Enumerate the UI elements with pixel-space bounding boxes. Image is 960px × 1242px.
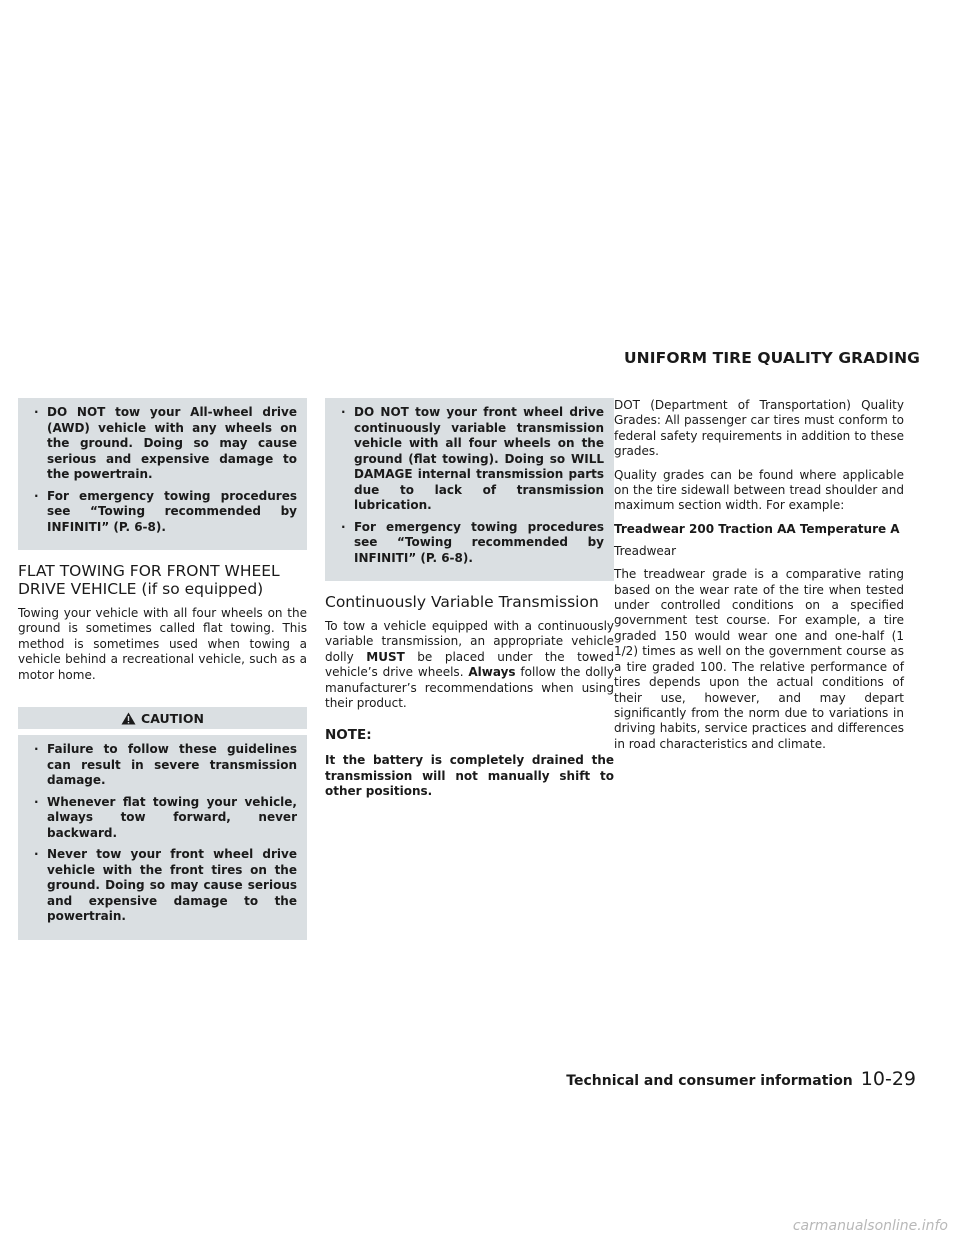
note-label: NOTE:	[325, 727, 372, 744]
section-title-flat-towing: FLAT TOWING FOR FRONT WHEEL DRIVE VEHICLE (if so equipped)	[18, 562, 280, 598]
footer-section-title: Technical and consumer information	[566, 1073, 853, 1089]
caution-item: · Never tow your front wheel drive vehicle with the front tires on the ground. Doing so may cause serious and expensive damage to the powertrain.	[28, 847, 297, 925]
treadwear-paragraph: The treadwear grade is a comparative rating based on the wear rate of the tire when tested under controlled conditions on a specified government test course. For example, a tire graded 150 would wear one and one-half (1 1/2) times as well on the government course as a tire graded 100. The relative performance of tires depends upon the actual conditions of their use, however, and may depart significantly from the norm due to variations in driving habits, service practices and differences in road characteristics and climate.	[614, 567, 904, 751]
column-2	[325, 398, 614, 800]
warning-item: · For emergency towing procedures see “Towing recommended by INFINITI” (P. 6-8).	[28, 489, 297, 536]
running-head: UNIFORM TIRE QUALITY GRADING	[624, 349, 921, 367]
dot-paragraph: DOT (Department of Transportation) Quality Grades: All passenger car tires must conform to federal safety requirements in addition to these grades.	[614, 398, 904, 459]
section-title-cvt: Continuously Variable Transmission	[325, 593, 599, 611]
warning-item: · DO NOT tow your All-wheel drive (AWD) vehicle with any wheels on the ground. Doing so may cause serious and expensive damage to the powertrain.	[28, 405, 297, 483]
text-run: To tow a vehicle equipped with a continuously variable transmission, an appropriate vehicle dolly	[325, 619, 614, 664]
watermark: carmanualsonline.info	[792, 1218, 948, 1234]
caution-header	[18, 707, 307, 729]
cvt-paragraph	[325, 619, 614, 711]
warning-item: · DO NOT tow your front wheel drive continuously variable transmission vehicle with all four wheels on the ground (flat towing). Doing so WILL DAMAGE internal transmission parts due to lack of transmission lubrication.	[335, 405, 604, 514]
grade-example: Treadwear 200 Traction AA Temperature A	[614, 521, 900, 536]
text-run: be placed under the towed vehicle’s drive wheels.	[325, 649, 614, 680]
caution-item: · Failure to follow these guidelines can result in severe transmission damage.	[28, 742, 297, 789]
warning-triangle-icon	[121, 712, 136, 725]
treadwear-subhead: Treadwear	[614, 543, 677, 558]
column-1	[18, 398, 307, 940]
page-number: 10-29	[860, 1068, 916, 1090]
quality-grades-paragraph: Quality grades can be found where applicable on the tire sidewall between tread shoulder and maximum section width. For example:	[614, 467, 904, 513]
note-text: It the battery is completely drained the transmission will not manually shift to other positions.	[325, 753, 614, 799]
caution-box	[18, 735, 307, 940]
page-footer	[566, 1068, 916, 1090]
caution-label: CAUTION	[141, 710, 204, 726]
text-run: follow the dolly manufacturer’s recommendations when using their product.	[325, 665, 614, 711]
warning-item: · For emergency towing procedures see “Towing recommended by INFINITI” (P. 6-8).	[335, 520, 604, 567]
warning-box-cvt	[325, 398, 614, 581]
column-3	[614, 336, 904, 760]
emphasis-always: Always	[468, 665, 516, 680]
warning-box-awd	[18, 398, 307, 550]
caution-item: · Whenever flat towing your vehicle, always tow forward, never backward.	[28, 795, 297, 842]
flat-towing-paragraph: Towing your vehicle with all four wheels on the ground is sometimes called flat towing. This method is sometimes used when towing a vehicle behind a recreational vehicle, such as a motor home.	[18, 606, 307, 682]
emphasis-must: MUST	[366, 649, 405, 664]
